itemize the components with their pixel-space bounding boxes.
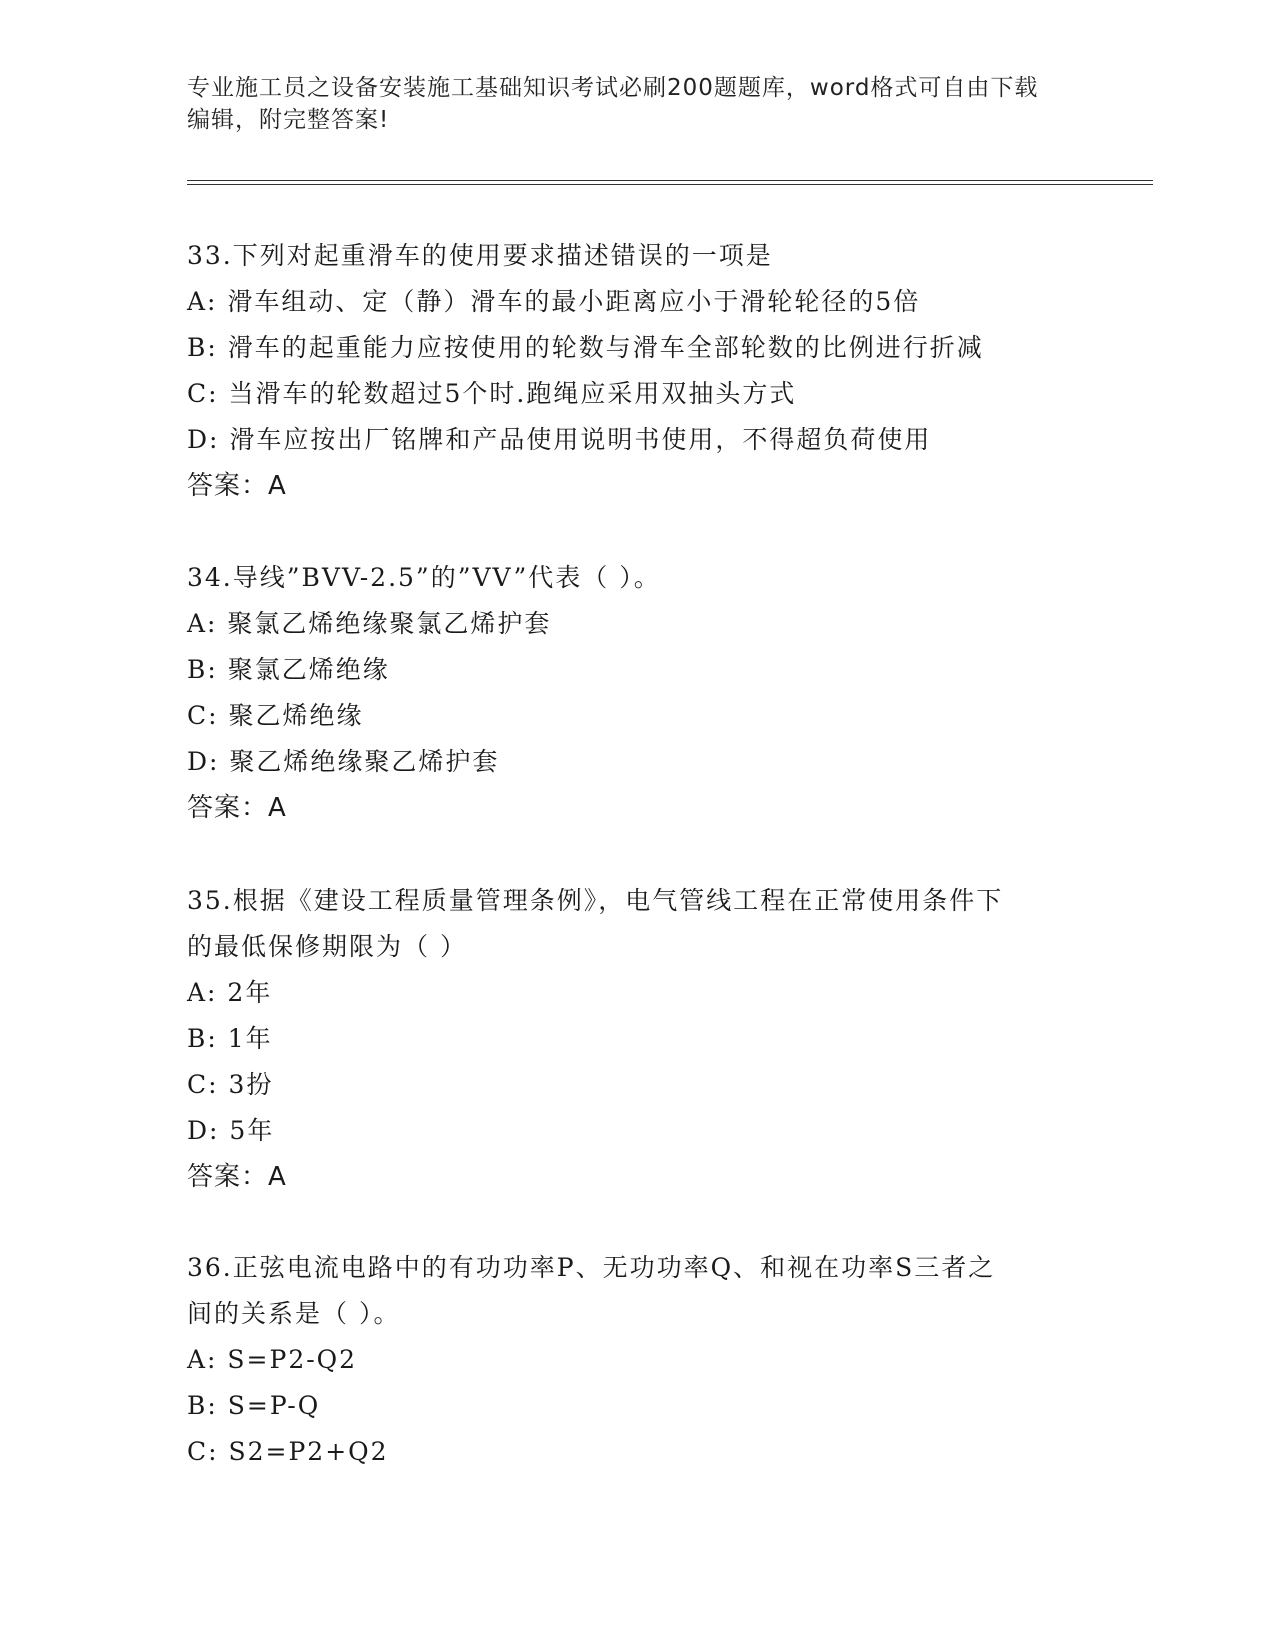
question-33 xyxy=(187,233,1087,509)
option-b: B: 1年 xyxy=(187,1024,273,1053)
question-34 xyxy=(187,555,1087,831)
header-line-1: 专业施工员之设备安装施工基础知识考试必刷200题题库，word格式可自由下载 xyxy=(187,75,1039,101)
question-35 xyxy=(187,878,1087,1200)
header-divider-top xyxy=(187,180,1153,181)
answer-label: 答案：A xyxy=(187,793,287,823)
question-stem: 33.下列对起重滑车的使用要求描述错误的一项是 xyxy=(187,241,773,270)
document-header xyxy=(187,72,1087,136)
question-stem-line-2: 间的关系是（ ）。 xyxy=(187,1299,401,1328)
option-a: A: 滑车组动、定（静）滑车的最小距离应小于滑轮轮径的5倍 xyxy=(187,287,921,316)
option-d: D: 5年 xyxy=(187,1116,275,1145)
header-line-2: 编辑，附完整答案! xyxy=(187,107,390,133)
option-c: C: S2=P2+Q2 xyxy=(187,1437,389,1466)
answer-label: 答案：A xyxy=(187,1162,287,1192)
question-stem-line-1: 35.根据《建设工程质量管理条例》，电气管线工程在正常使用条件下 xyxy=(187,886,1004,915)
question-stem-line-2: 的最低保修期限为（ ） xyxy=(187,932,467,961)
header-divider-bottom xyxy=(187,184,1153,185)
option-c: C: 聚乙烯绝缘 xyxy=(187,701,364,730)
answer-label: 答案：A xyxy=(187,471,287,501)
question-36 xyxy=(187,1245,1087,1475)
option-b: B: 聚氯乙烯绝缘 xyxy=(187,655,390,684)
option-a: A: 聚氯乙烯绝缘聚氯乙烯护套 xyxy=(187,609,552,638)
option-d: D: 聚乙烯绝缘聚乙烯护套 xyxy=(187,747,500,776)
question-stem: 34.导线”BVV-2.5”的”VV”代表（ ）。 xyxy=(187,563,661,592)
option-a: A: 2年 xyxy=(187,978,273,1007)
option-b: B: 滑车的起重能力应按使用的轮数与滑车全部轮数的比例进行折减 xyxy=(187,333,984,362)
question-stem-line-1: 36.正弦电流电路中的有功功率P、无功功率Q、和视在功率S三者之 xyxy=(187,1253,996,1282)
option-d: D: 滑车应按出厂铭牌和产品使用说明书使用，不得超负荷使用 xyxy=(187,425,932,454)
option-c: C: 3扮 xyxy=(187,1070,274,1099)
option-c: C: 当滑车的轮数超过5个时.跑绳应采用双抽头方式 xyxy=(187,379,797,408)
option-a: A: S=P2-Q2 xyxy=(187,1345,358,1374)
option-b: B: S=P-Q xyxy=(187,1391,321,1420)
